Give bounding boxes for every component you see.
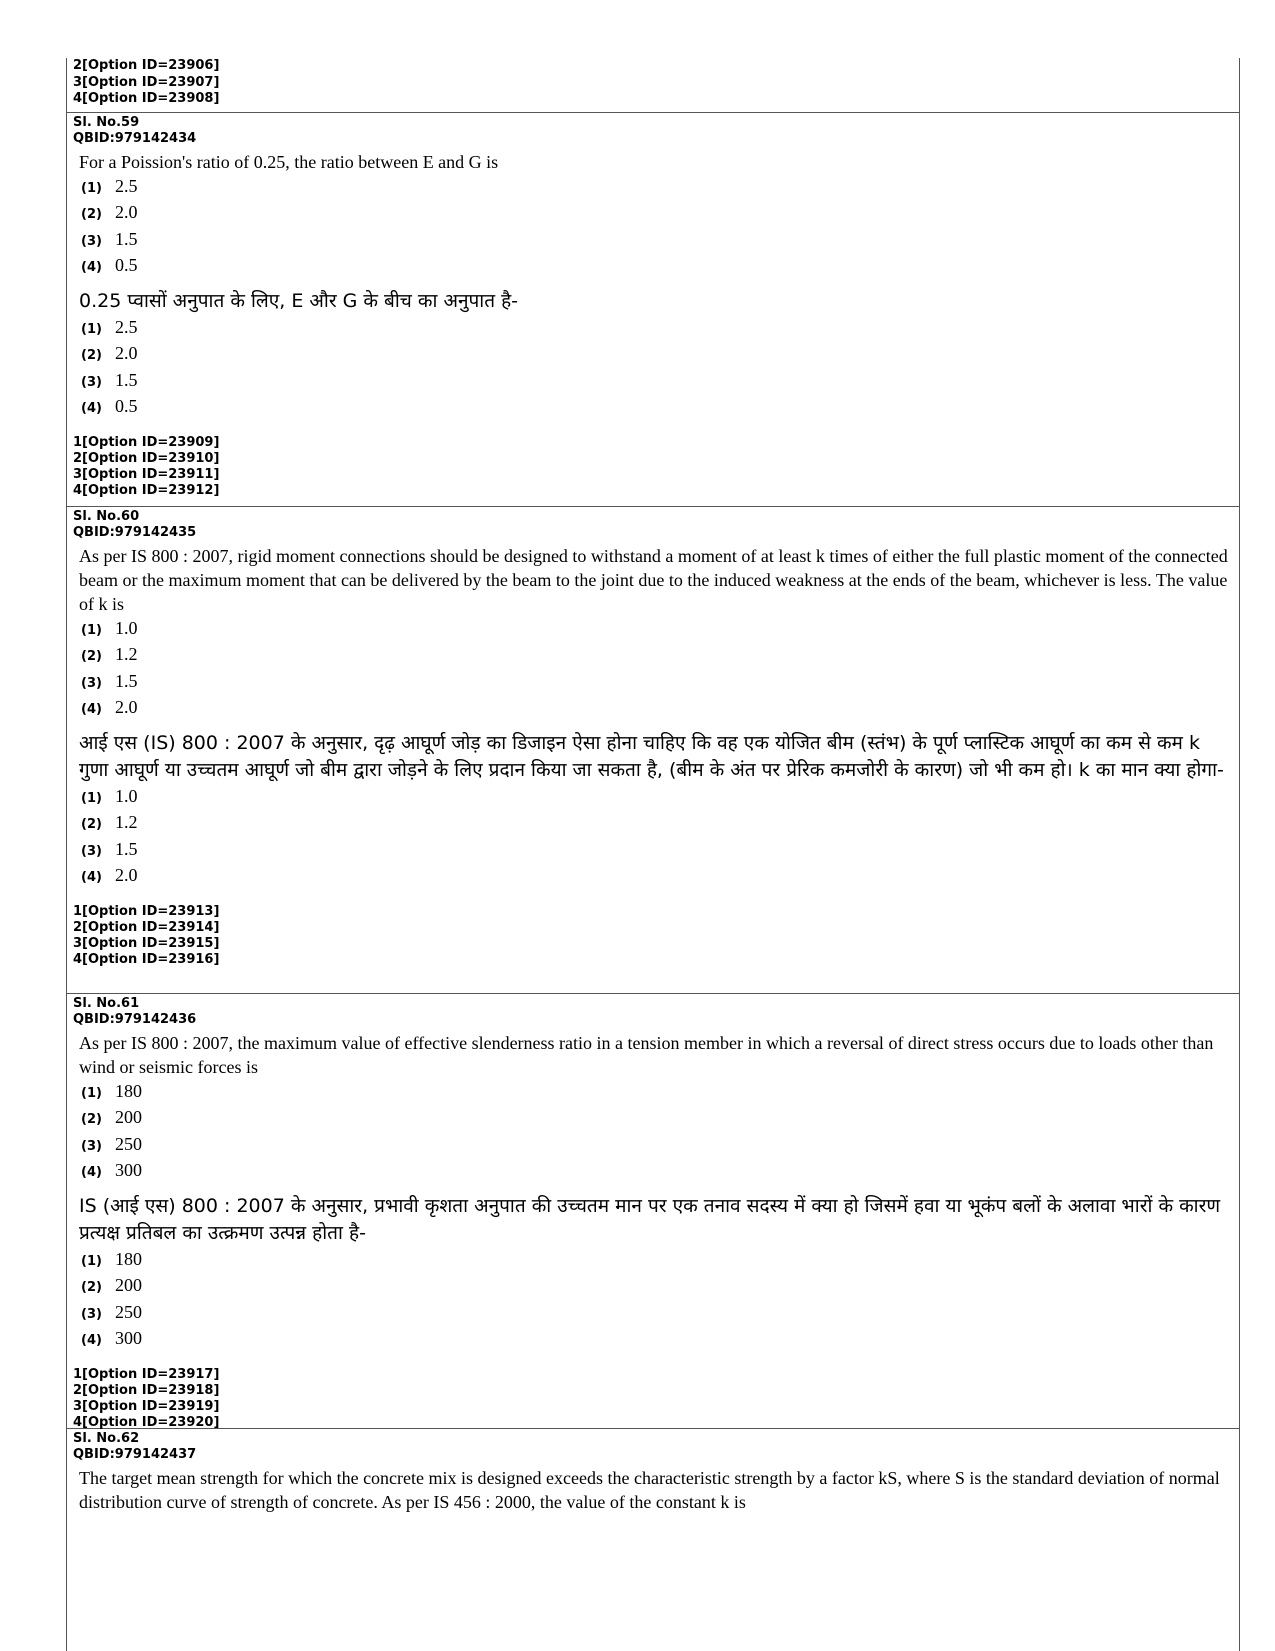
option-ids: 1[Option ID=23913] 2[Option ID=23914] 3[Option ID=23915] 4[Option ID=23916] [73, 903, 220, 968]
option-2: (2) 2.0 [81, 202, 138, 222]
option-id-line: 2[Option ID=23906] [73, 58, 220, 73]
question-text-en: For a Poission's ratio of 0.25, the ratio between E and G is [79, 151, 499, 172]
qbid: QBID:979142437 [73, 1447, 197, 1462]
option-3: (3) 250 [81, 1133, 142, 1154]
option-id-line: 3[Option ID=23907] [73, 74, 220, 90]
serial-number: Sl. No.61 [73, 995, 140, 1011]
option-2-hi: (2) 200 [81, 1275, 142, 1295]
question-block-60 [67, 507, 1239, 994]
option-1-hi: (1) 180 [81, 1248, 142, 1269]
option-2: (2) 1.2 [81, 644, 138, 664]
option-2-hi: (2) 2.0 [81, 343, 138, 363]
option-id-line: 4[Option ID=23908] [73, 91, 220, 106]
option-1-hi: (1) 1.0 [81, 785, 138, 806]
option-2-hi: (2) 1.2 [81, 812, 138, 832]
option-4: (4) 300 [81, 1160, 142, 1180]
question-text-hi: 0.25 प्वासों अनुपात के लिए, E और G के बीच का अनुपात है- [79, 289, 519, 312]
option-3: (3) 1.5 [81, 228, 138, 249]
option-1: (1) 180 [81, 1080, 142, 1101]
option-1: (1) 2.5 [81, 175, 138, 196]
qbid: QBID:979142435 [73, 525, 197, 540]
question-sheet [66, 58, 1240, 1651]
qbid: QBID:979142434 [73, 131, 197, 146]
option-3-hi: (3) 1.5 [81, 369, 138, 390]
option-4-hi: (4) 0.5 [81, 396, 138, 416]
option-3-hi: (3) 1.5 [81, 838, 138, 859]
qbid: QBID:979142436 [73, 1012, 197, 1027]
question-block-59 [67, 113, 1239, 507]
question-text-en: As per IS 800 : 2007, rigid moment connections should be designed to withstand a moment of at least k times of either the full plastic moment of the connected beam or the maximum moment that can be delivered by the beam to the joint due to the induced weakness at the ends of the beam, whichever is less. The value of k is [79, 545, 1228, 614]
serial-number: Sl. No.62 [73, 1430, 140, 1446]
prev-option-ids [67, 58, 1239, 113]
question-text-hi: आई एस (IS) 800 : 2007 के अनुसार, दृढ़ आघूर्ण जोड़ का डिजाइन ऐसा होना चाहिए कि वह एक योजित बीम (स्तंभ) के पूर्ण प्लास्टिक आघूर्ण का कम से कम k गुणा आघूर्ण या उच्चतम आघूर्ण जो बीम द्वारा जोड़ने के लिए प्रदान किया जा सकता है, (बीम के अंत पर प्रेरिक कमजोरी के कारण) जो भी कम हो। k का मान क्या होगा- [79, 731, 1224, 781]
option-1-hi: (1) 2.5 [81, 316, 138, 337]
question-text-en: As per IS 800 : 2007, the maximum value of effective slenderness ratio in a tension member in which a reversal of direct stress occurs due to loads other than wind or seismic forces is [79, 1032, 1214, 1077]
serial-number: Sl. No.59 [73, 114, 140, 130]
question-block-62 [67, 1429, 1239, 1520]
option-4: (4) 0.5 [81, 255, 138, 275]
option-ids: 1[Option ID=23909] 2[Option ID=23910] 3[Option ID=23911] 4[Option ID=23912] [73, 434, 220, 499]
question-text-hi: IS (आई एस) 800 : 2007 के अनुसार, प्रभावी कृशता अनुपात की उच्चतम मान पर एक तनाव सदस्य में क्या हो जिसमें हवा या भूकंप बलों के अलावा भारों के कारण प्रत्यक्ष प्रतिबल का उत्क्रमण उत्पन्न होता है- [79, 1194, 1221, 1244]
serial-number: Sl. No.60 [73, 508, 140, 524]
option-4-hi: (4) 300 [81, 1328, 142, 1348]
option-1: (1) 1.0 [81, 617, 138, 638]
question-block-61 [67, 994, 1239, 1429]
option-4-hi: (4) 2.0 [81, 865, 138, 885]
option-2: (2) 200 [81, 1107, 142, 1127]
option-4: (4) 2.0 [81, 697, 138, 717]
option-ids: 1[Option ID=23917] 2[Option ID=23918] 3[Option ID=23919] 4[Option ID=23920] [73, 1366, 220, 1431]
question-text-en: The target mean strength for which the concrete mix is designed exceeds the characteristic strength by a factor kS, where S is the standard deviation of normal distribution curve of strength of concrete. As per IS 456 : 2000, the value of the constant k is [79, 1467, 1220, 1512]
option-3: (3) 1.5 [81, 670, 138, 691]
option-3-hi: (3) 250 [81, 1301, 142, 1322]
